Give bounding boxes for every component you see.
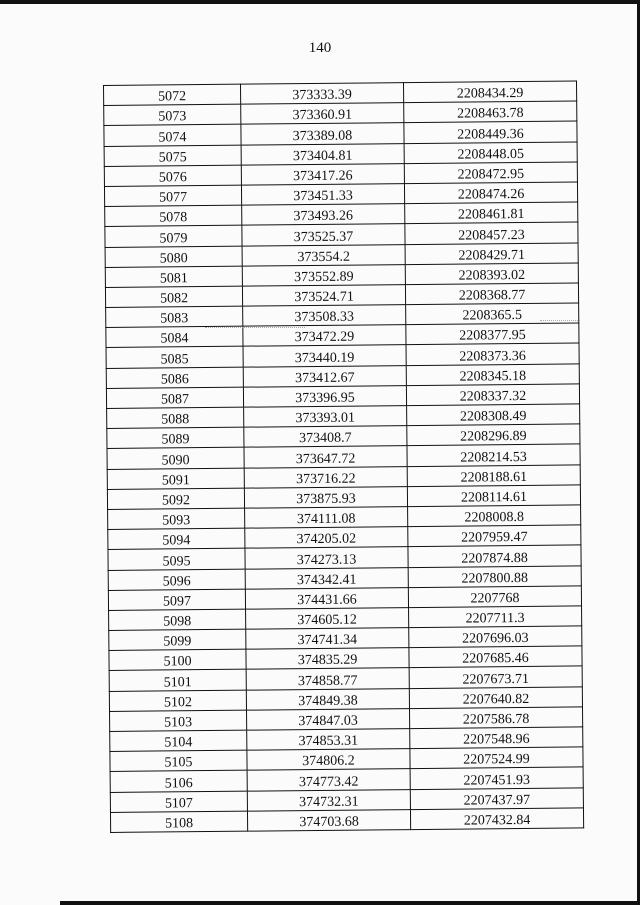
point-number-cell: 5108 [110,811,247,833]
point-number-cell: 5075 [104,145,241,167]
y-coordinate-cell: 2208365.5 [406,303,579,325]
x-coordinate-cell: 374111.08 [245,507,408,529]
point-number-cell: 5101 [109,670,246,692]
point-number-cell: 5105 [110,750,247,772]
point-number-cell: 5099 [109,629,246,651]
x-coordinate-cell: 374605.12 [246,607,409,629]
y-coordinate-cell: 2207711.3 [409,606,582,628]
point-number-cell: 5094 [108,528,245,550]
y-coordinate-cell: 2207768 [408,586,581,608]
y-coordinate-cell: 2208368.77 [405,283,578,305]
x-coordinate-cell: 373451.33 [241,184,404,206]
x-coordinate-cell: 373493.26 [242,204,405,226]
point-number-cell: 5081 [105,266,242,288]
point-number-cell: 5072 [104,84,241,106]
y-coordinate-cell: 2208214.53 [407,444,580,466]
point-number-cell: 5095 [108,548,245,570]
y-coordinate-cell: 2208114.61 [407,485,580,507]
x-coordinate-cell: 374853.31 [247,729,410,751]
y-coordinate-cell: 2207451.93 [410,767,583,789]
x-coordinate-cell: 373552.89 [242,264,405,286]
y-coordinate-cell: 2207432.84 [410,808,583,830]
y-coordinate-cell: 2208308.49 [407,404,580,426]
point-number-cell: 5098 [109,609,246,631]
x-coordinate-cell: 373875.93 [244,486,407,508]
y-coordinate-cell: 2207673.71 [409,666,582,688]
y-coordinate-cell: 2207437.97 [410,787,583,809]
x-coordinate-cell: 373647.72 [244,446,407,468]
point-number-cell: 5085 [106,347,243,369]
y-coordinate-cell: 2207800.88 [408,565,581,587]
x-coordinate-cell: 374703.68 [247,809,410,831]
y-coordinate-cell: 2207874.88 [408,545,581,567]
point-number-cell: 5073 [104,104,241,126]
x-coordinate-cell: 374806.2 [247,749,410,771]
coordinates-table [103,80,584,832]
x-coordinate-cell: 373508.33 [243,305,406,327]
point-number-cell: 5096 [108,569,245,591]
point-number-cell: 5083 [106,306,243,328]
y-coordinate-cell: 2207696.03 [409,626,582,648]
point-number-cell: 5092 [107,488,244,510]
scan-border-top [0,0,640,4]
point-number-cell: 5082 [105,286,242,308]
point-number-cell: 5100 [109,649,246,671]
point-number-cell: 5079 [105,225,242,247]
y-coordinate-cell: 2208449.36 [404,121,577,143]
y-coordinate-cell: 2208393.02 [405,263,578,285]
x-coordinate-cell: 374858.77 [246,668,409,690]
x-coordinate-cell: 374773.42 [247,769,410,791]
point-number-cell: 5107 [110,791,247,813]
x-coordinate-cell: 373360.91 [241,103,404,125]
point-number-cell: 5091 [107,468,244,490]
point-number-cell: 5097 [108,589,245,611]
y-coordinate-cell: 2208345.18 [406,364,579,386]
point-number-cell: 5102 [109,690,246,712]
point-number-cell: 5084 [106,326,243,348]
y-coordinate-cell: 2208448.05 [404,142,577,164]
y-coordinate-cell: 2208188.61 [407,464,580,486]
point-number-cell: 5078 [105,205,242,227]
x-coordinate-cell: 373524.71 [242,284,405,306]
x-coordinate-cell: 373440.19 [243,345,406,367]
y-coordinate-cell: 2208429.71 [405,242,578,264]
point-number-cell: 5104 [110,730,247,752]
point-number-cell: 5106 [110,771,247,793]
y-coordinate-cell: 2208434.29 [403,81,576,103]
point-number-cell: 5093 [108,508,245,530]
y-coordinate-cell: 2208472.95 [404,162,577,184]
x-coordinate-cell: 374431.66 [245,587,408,609]
y-coordinate-cell: 2208337.32 [406,384,579,406]
coordinates-table-wrapper [103,80,584,832]
point-number-cell: 5076 [104,165,241,187]
y-coordinate-cell: 2208463.78 [404,101,577,123]
scan-border-bottom [60,901,640,905]
y-coordinate-cell: 2207685.46 [409,646,582,668]
table-row [110,808,583,833]
x-coordinate-cell: 373554.2 [242,244,405,266]
x-coordinate-cell: 373408.7 [244,426,407,448]
point-number-cell: 5103 [110,710,247,732]
point-number-cell: 5090 [107,448,244,470]
y-coordinate-cell: 2208474.26 [404,182,577,204]
x-coordinate-cell: 373389.08 [241,123,404,145]
point-number-cell: 5080 [105,246,242,268]
x-coordinate-cell: 374205.02 [245,527,408,549]
x-coordinate-cell: 374741.34 [246,628,409,650]
y-coordinate-cell: 2208008.8 [408,505,581,527]
y-coordinate-cell: 2208457.23 [405,222,578,244]
x-coordinate-cell: 373333.39 [240,83,403,105]
y-coordinate-cell: 2207640.82 [409,687,582,709]
page-number: 140 [308,40,332,56]
scan-artifact-dots [540,320,580,322]
x-coordinate-cell: 374847.03 [247,708,410,730]
point-number-cell: 5086 [106,367,243,389]
point-number-cell: 5077 [104,185,241,207]
scan-artifact-dots [205,327,305,329]
x-coordinate-cell: 373472.29 [243,325,406,347]
x-coordinate-cell: 373525.37 [242,224,405,246]
point-number-cell: 5074 [104,125,241,147]
y-coordinate-cell: 2207524.99 [410,747,583,769]
y-coordinate-cell: 2208461.81 [405,202,578,224]
y-coordinate-cell: 2208377.95 [406,323,579,345]
x-coordinate-cell: 374273.13 [245,547,408,569]
y-coordinate-cell: 2208373.36 [406,343,579,365]
y-coordinate-cell: 2207586.78 [409,707,582,729]
point-number-cell: 5088 [107,407,244,429]
point-number-cell: 5087 [106,387,243,409]
y-coordinate-cell: 2207548.96 [410,727,583,749]
y-coordinate-cell: 2208296.89 [407,424,580,446]
y-coordinate-cell: 2207959.47 [408,525,581,547]
x-coordinate-cell: 374732.31 [247,789,410,811]
x-coordinate-cell: 373412.67 [243,365,406,387]
coordinates-table-body [104,81,584,832]
x-coordinate-cell: 374835.29 [246,648,409,670]
x-coordinate-cell: 373393.01 [244,406,407,428]
point-number-cell: 5089 [107,427,244,449]
x-coordinate-cell: 373404.81 [241,143,404,165]
x-coordinate-cell: 374849.38 [246,688,409,710]
x-coordinate-cell: 373396.95 [243,385,406,407]
x-coordinate-cell: 373716.22 [244,466,407,488]
x-coordinate-cell: 373417.26 [241,163,404,185]
x-coordinate-cell: 374342.41 [245,567,408,589]
